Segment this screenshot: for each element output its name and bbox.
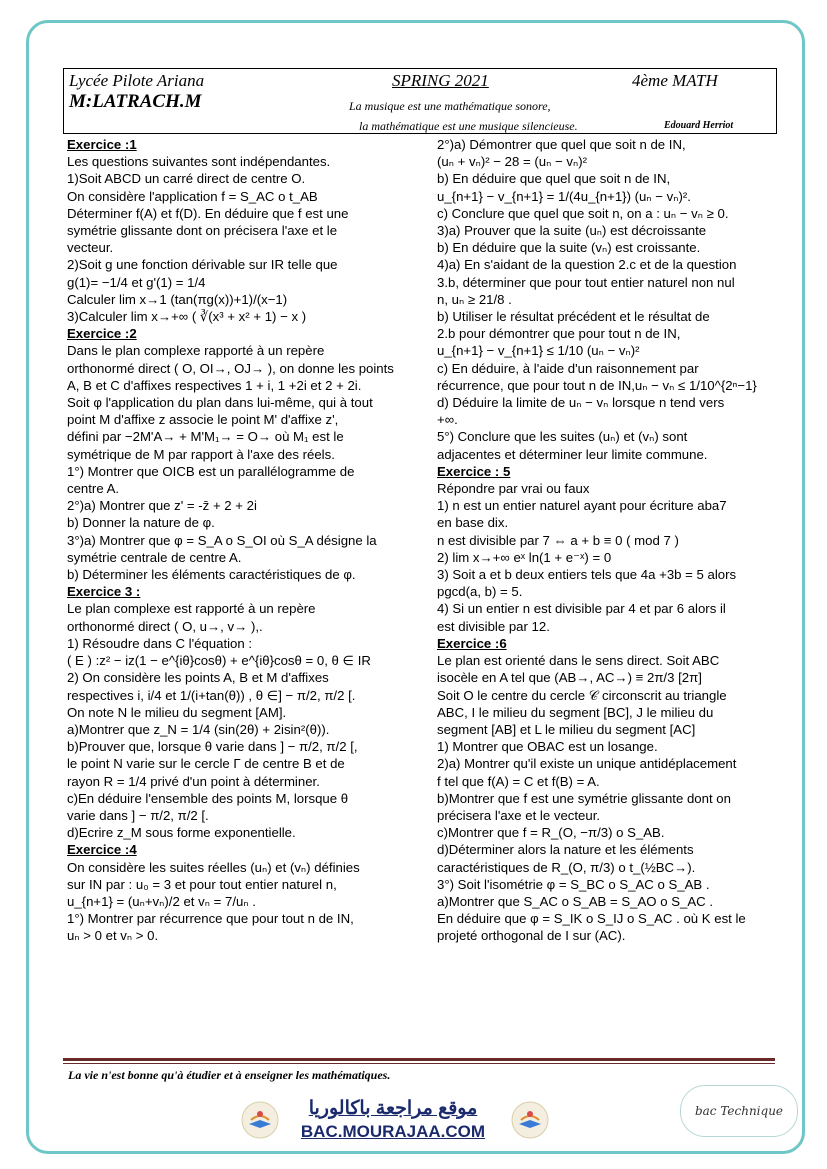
class-level: 4ème MATH — [632, 71, 718, 90]
text-line: sur IN par : u₀ = 3 et pour tout entier naturel n, — [67, 876, 337, 892]
bac-technique-badge: bac Technique — [680, 1085, 798, 1137]
text-line: symétrie glissante dont on précisera l'axe et le — [67, 223, 338, 239]
text-line: 1) Résoudre dans C l'équation : — [67, 635, 253, 651]
text-line: 3)Calculer lim x→+∞ ( ∛(x³ + x² + 1) − x ) — [67, 309, 307, 325]
text-line: 2.b pour démontrer que pour tout n de IN, — [437, 326, 681, 342]
text-line: est divisible par 12. — [437, 618, 550, 634]
footer-rule-thin — [63, 1063, 775, 1064]
author-name: M:LATRACH.M — [69, 91, 202, 112]
text-line: +∞. — [437, 412, 458, 428]
text-line: b) Utiliser le résultat précédent et le résultat de — [437, 309, 710, 325]
text-line: projeté orthogonal de I sur (AC). — [437, 928, 626, 944]
text-line: 5°) Conclure que les suites (uₙ) et (vₙ) sont — [437, 429, 688, 445]
text-line: récurrence, que pour tout n de IN,uₙ − vₙ ≤ 1/10^{2ⁿ−1} — [437, 377, 757, 393]
text-line: vecteur. — [67, 240, 114, 256]
text-line: a)Montrer que S_AC o S_AB = S_AO o S_AC . — [437, 893, 713, 909]
text-line: 1)Soit ABCD un carré direct de centre O. — [67, 171, 306, 187]
text-line: centre A. — [67, 481, 120, 497]
text-line: c)En déduire l'ensemble des points M, lorsque θ — [67, 790, 349, 806]
text-line: Calculer lim x→1 (tan(πg(x))+1)/(x−1) — [67, 291, 288, 307]
text-line: u_{n+1} − v_{n+1} ≤ 1/10 (uₙ − vₙ)² — [437, 343, 640, 359]
text-line: b) Donner la nature de φ. — [67, 515, 215, 531]
text-line: 2°)a) Montrer que z' = -z̄ + 2 + 2i — [67, 498, 257, 514]
text-line: On considère l'application f = S_AC o t_AB — [67, 188, 318, 204]
exercise-title: Exercice : 5 — [437, 463, 511, 479]
text-line: respectives i, i/4 et 1/(i+tan(θ)) , θ ∈] − π/2, π/2 [. — [67, 687, 356, 703]
text-line: 1°) Montrer que OICB est un parallélogramme de — [67, 463, 355, 479]
text-line: Soit φ l'application du plan dans lui-même, qui à tout — [67, 395, 373, 411]
text-line: 2) lim x→+∞ eˣ ln(1 + e⁻ˣ) = 0 — [437, 549, 612, 565]
footer-quote: La vie n'est bonne qu'à étudier et à enseigner les mathématiques. — [68, 1068, 391, 1082]
session-title: SPRING 2021 — [392, 71, 489, 90]
text-line: caractéristiques de R_(O, π/3) o t_(½BC→). — [437, 859, 696, 875]
text-line: Les questions suivantes sont indépendantes. — [67, 154, 331, 170]
text-line: d) Déduire la limite de uₙ − vₙ lorsque n tend vers — [437, 395, 725, 411]
text-line: orthonormé direct ( O, OI→, OJ→ ), on donne les points — [67, 360, 394, 376]
text-line: d)Ecrire z_M sous forme exponentielle. — [67, 825, 296, 841]
exercise-title: Exercice :1 — [67, 137, 137, 152]
text-line: 4) Si un entier n est divisible par 4 et par 6 alors il — [437, 601, 726, 617]
exercise-title: Exercice :2 — [67, 326, 137, 342]
text-line: segment [AB] et L le milieu du segment [AC] — [437, 721, 696, 737]
text-line: 1) n est un entier naturel ayant pour écriture aba7 — [437, 498, 727, 514]
text-line: le point N varie sur le cercle Γ de centre B et de — [67, 756, 345, 772]
school-name: Lycée Pilote Ariana — [69, 71, 205, 90]
quote-author: Edouard Herriot — [664, 120, 734, 131]
site-arabic-name[interactable]: موقع مراجعة باكالوريا — [308, 1098, 478, 1119]
text-line: symétrie centrale de centre A. — [67, 549, 242, 565]
text-line: c) En déduire, à l'aide d'un raisonnement par — [437, 360, 699, 376]
left-column — [67, 136, 417, 945]
exercise-title: Exercice :4 — [67, 842, 137, 858]
text-line: pgcd(a, b) = 5. — [437, 584, 523, 600]
text-line: n, uₙ ≥ 21/8 . — [437, 291, 512, 307]
text-line: Déterminer f(A) et f(D). En déduire que f est une — [67, 205, 349, 221]
text-line: 1) Montrer que OBAC est un losange. — [437, 739, 658, 755]
exercise-title: Exercice :6 — [437, 635, 507, 651]
text-line: 3.b, déterminer que pour tout entier naturel non nul — [437, 274, 735, 290]
quote-line-2: la mathématique est une musique silencieuse. — [359, 119, 578, 133]
text-line: c)Montrer que f = R_(O, −π/3) o S_AB. — [437, 825, 665, 841]
header-box — [63, 68, 777, 134]
text-line: b) Déterminer les éléments caractéristiques de φ. — [67, 567, 356, 583]
text-line: On considère les suites réelles (uₙ) et (vₙ) définies — [67, 859, 360, 875]
text-line: c) Conclure que quel que soit n, on a : uₙ − vₙ ≥ 0. — [437, 205, 729, 221]
text-line: f tel que f(A) = C et f(B) = A. — [437, 773, 600, 789]
text-line: (uₙ + vₙ)² − 28 = (uₙ − vₙ)² — [437, 154, 588, 170]
text-line: 2) On considère les points A, B et M d'affixes — [67, 670, 329, 686]
text-line: Soit O le centre du cercle 𝒞 circonscrit au triangle — [437, 687, 727, 703]
text-line: 3)a) Prouver que la suite (uₙ) est décroissante — [437, 223, 707, 239]
text-line: en base dix. — [437, 515, 509, 531]
text-line: défini par −2M'A→ + M'M₁→ = O→ où M₁ est le — [67, 429, 344, 445]
text-line: 2)Soit g une fonction dérivable sur IR telle que — [67, 257, 338, 273]
text-line: symétrique de M par rapport à l'axe des réels. — [67, 446, 335, 462]
text-line: rayon R = 1/4 privé d'un point à déterminer. — [67, 773, 320, 789]
text-line: 3) Soit a et b deux entiers tels que 4a +3b = 5 alors — [437, 567, 737, 583]
text-line: Le plan est orienté dans le sens direct. Soit ABC — [437, 653, 720, 669]
book-logo-icon — [240, 1100, 280, 1140]
text-line: adjacentes et déterminer leur limite commune. — [437, 446, 708, 462]
exercise-title: Exercice 3 : — [67, 584, 141, 600]
text-line: a)Montrer que z_N = 1/4 (sin(2θ) + 2isin²(θ)). — [67, 721, 330, 737]
text-line: isocèle en A tel que (AB→, AC→) ≡ 2π/3 [2π] — [437, 670, 702, 686]
text-line: 1°) Montrer par récurrence que pour tout n de IN, — [67, 911, 354, 927]
text-line: 2)a) Montrer qu'il existe un unique antidéplacement — [437, 756, 737, 772]
text-line: 2°)a) Démontrer que quel que soit n de IN, — [437, 137, 686, 152]
book-logo-icon — [510, 1100, 550, 1140]
text-line: varie dans ] − π/2, π/2 [. — [67, 807, 209, 823]
text-line: 3°) Soit l'isométrie φ = S_BC o S_AC o S_AB . — [437, 876, 710, 892]
text-line: On note N le milieu du segment [AM]. — [67, 704, 287, 720]
text-line: g(1)= −1/4 et g'(1) = 1/4 — [67, 274, 206, 290]
text-line: u_{n+1} − v_{n+1} = 1/(4u_{n+1}) (uₙ − vₙ)². — [437, 188, 691, 204]
footer-rule-thick — [63, 1058, 775, 1061]
text-line: uₙ > 0 et vₙ > 0. — [67, 928, 159, 944]
text-line: u_{n+1} = (uₙ+vₙ)/2 et vₙ = 7/uₙ . — [67, 893, 256, 909]
text-line: Le plan complexe est rapporté à un repère — [67, 601, 316, 617]
text-line: point M d'affixe z associe le point M' d'affixe z', — [67, 412, 339, 428]
text-line: ( E ) :z² − iz(1 − e^{iθ}cosθ) + e^{iθ}cosθ = 0, θ ∈ IR — [67, 653, 371, 669]
text-line: b) En déduire que quel que soit n de IN, — [437, 171, 671, 187]
text-line: 3°)a) Montrer que φ = S_A o S_OI où S_A désigne la — [67, 532, 377, 548]
text-line: précisera l'axe et le vecteur. — [437, 807, 601, 823]
right-column — [437, 136, 777, 945]
text-line: En déduire que φ = S_IK o S_IJ o S_AC . où K est le — [437, 911, 746, 927]
text-line: 4)a) En s'aidant de la question 2.c et de la question — [437, 257, 737, 273]
text-line: b)Montrer que f est une symétrie glissante dont on — [437, 790, 731, 806]
text-line: Répondre par vrai ou faux — [437, 481, 590, 497]
quote-line-1: La musique est une mathématique sonore, — [349, 99, 551, 113]
site-brand[interactable] — [283, 1097, 503, 1149]
text-line: n est divisible par 7 ⇔ a + b ≡ 0 ( mod 7 ) — [437, 532, 679, 548]
text-line: b) En déduire que la suite (vₙ) est croissante. — [437, 240, 701, 256]
site-url[interactable]: BAC.MOURAJAA.COM — [300, 1122, 486, 1141]
text-line: d)Déterminer alors la nature et les éléments — [437, 842, 694, 858]
text-line: A, B et C d'affixes respectives 1 + i, 1 +2i et 2 + 2i. — [67, 377, 362, 393]
text-line: orthonormé direct ( O, u→, v→ ),. — [67, 618, 263, 634]
text-line: ABC, I le milieu du segment [BC], J le milieu du — [437, 704, 714, 720]
text-line: b)Prouver que, lorsque θ varie dans ] − π/2, π/2 [, — [67, 739, 358, 755]
text-line: Dans le plan complexe rapporté à un repère — [67, 343, 325, 359]
